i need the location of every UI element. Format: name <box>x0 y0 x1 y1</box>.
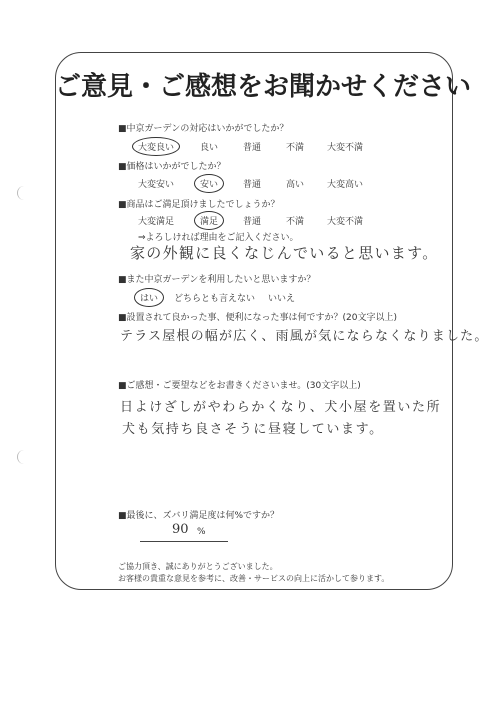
option-normal[interactable]: 普通 <box>243 143 262 153</box>
question-comments: ■ご感想・ご要望などをお書きくださいませ。(30文字以上) <box>118 381 361 391</box>
option-very-good-selected[interactable]: 大変良い <box>132 137 180 156</box>
footer-message: お客様の貴重な意見を参考に、改善・サービスの向上に活かして参ります。 <box>118 574 390 583</box>
option-neutral[interactable]: どちらとも言えない <box>174 294 256 304</box>
percent-answer-line <box>140 541 228 542</box>
option-satisfied-selected[interactable]: 満足 <box>194 211 224 230</box>
option-unsatisfied[interactable]: 不満 <box>286 217 305 227</box>
option-yes-selected[interactable]: はい <box>134 288 164 307</box>
page-title: ご意見・ご感想をお聞かせください <box>55 72 472 102</box>
question-satisfaction-percent: ■最後に、ズバリ満足度は何%ですか？ <box>118 511 280 521</box>
option-satisfaction-normal[interactable]: 普通 <box>243 217 262 227</box>
option-cheap-selected[interactable]: 安い <box>194 174 224 193</box>
option-very-expensive[interactable]: 大変高い <box>327 180 364 190</box>
option-dissatisfied[interactable]: 不満 <box>286 143 305 153</box>
punch-hole-bottom <box>17 450 24 464</box>
footer-thanks: ご協力頂き、誠にありがとうございました。 <box>118 562 278 571</box>
option-very-dissatisfied[interactable]: 大変不満 <box>327 143 364 153</box>
handwritten-comment-line-2: 犬も気持ち良さそうに昼寝しています。 <box>122 422 384 437</box>
question-product-satisfaction: ■商品はご満足頂けましたでしょうか？ <box>118 200 280 210</box>
handwritten-comment-line-1: 日よけざしがやわらかくなり、犬小屋を置いた所 <box>120 400 442 415</box>
option-very-unsatisfied[interactable]: 大変不満 <box>327 217 364 227</box>
option-no[interactable]: いいえ <box>268 294 296 304</box>
handwritten-benefits: テラス屋根の幅が広く、雨風が気にならなくなりました。 <box>120 329 489 344</box>
option-price-normal[interactable]: 普通 <box>243 180 262 190</box>
option-expensive[interactable]: 高い <box>286 180 305 190</box>
handwritten-percent-value: 90 <box>172 522 189 537</box>
question-staff-response: ■中京ガーデンの対応はいかがでしたか？ <box>118 124 289 134</box>
option-very-cheap[interactable]: 大変安い <box>138 180 175 190</box>
question-price: ■価格はいかがでしたか？ <box>118 162 226 172</box>
question-benefits: ■設置されて良かった事、便利になった事は何ですか？(20文字以上) <box>118 313 397 323</box>
reason-note: ⇒よろしければ理由をご記入ください。 <box>138 233 299 243</box>
percent-unit: % <box>197 527 206 537</box>
option-very-satisfied[interactable]: 大変満足 <box>138 217 175 227</box>
question-reuse: ■また中京ガーデンを利用したいと思いますか？ <box>118 275 316 285</box>
punch-hole-top <box>17 186 24 200</box>
option-good[interactable]: 良い <box>200 143 219 153</box>
handwritten-reason: 家の外観に良くなじんでいると思います。 <box>130 244 439 262</box>
